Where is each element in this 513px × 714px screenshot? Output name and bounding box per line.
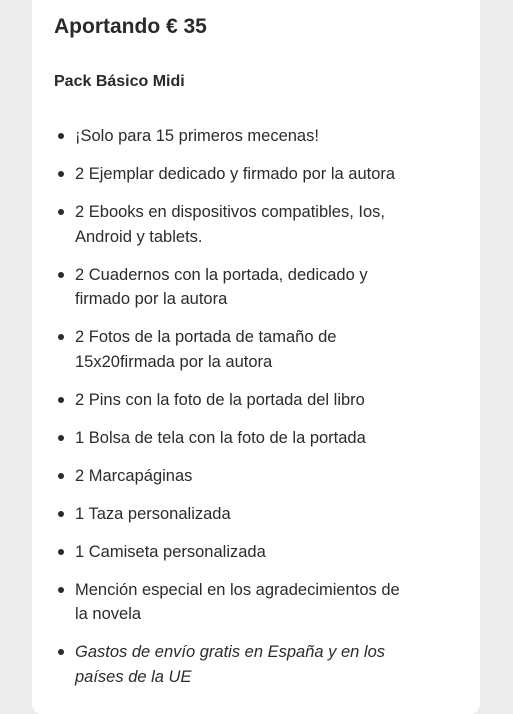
list-item-text: 1 Camiseta personalizada xyxy=(75,542,266,561)
list-item xyxy=(54,640,410,689)
list-item xyxy=(54,124,410,149)
list-item-text: ¡Solo para 15 primeros mecenas! xyxy=(75,127,319,145)
list-item xyxy=(54,263,410,312)
bullet-icon xyxy=(58,334,64,340)
list-item xyxy=(54,464,410,489)
list-item-text: 2 Marcapáginas xyxy=(75,466,193,485)
list-item-text: Mención especial en los agradecimientos de la novela xyxy=(75,580,400,623)
list-item-text: 2 Cuadernos con la portada, dedicado y firmado por la autora xyxy=(75,265,368,308)
bullet-icon xyxy=(58,649,64,655)
list-item-text: 1 Bolsa de tela con la foto de la portada xyxy=(75,428,366,447)
reward-items-list xyxy=(54,124,410,703)
list-item-text: 1 Taza personalizada xyxy=(75,504,231,523)
list-item-text: 2 Ejemplar dedicado y firmado por la autora xyxy=(75,165,396,183)
bullet-icon xyxy=(58,397,64,403)
bullet-icon xyxy=(58,133,64,139)
list-item xyxy=(54,325,410,374)
reward-title: Aportando € 35 xyxy=(54,15,207,38)
list-item xyxy=(54,388,410,413)
bullet-icon xyxy=(58,587,64,593)
bullet-icon xyxy=(58,209,64,215)
list-item-text: Gastos de envío gratis en España y en los países de la UE xyxy=(75,643,386,686)
bullet-icon xyxy=(58,171,64,177)
list-item-text: 2 Ebooks en dispositivos compatibles, Ios, Android y tablets. xyxy=(75,203,385,246)
bullet-icon xyxy=(58,435,64,441)
list-item xyxy=(54,540,410,565)
list-item-text: 2 Pins con la foto de la portada del libro xyxy=(75,390,365,409)
list-item xyxy=(54,162,410,187)
pack-name: Pack Básico Midi xyxy=(54,73,185,90)
list-item-text: 2 Fotos de la portada de tamaño de 15x20firmada por la autora xyxy=(75,328,337,371)
bullet-icon xyxy=(58,272,64,278)
list-item xyxy=(54,502,410,527)
bullet-icon xyxy=(58,473,64,479)
bullet-icon xyxy=(58,511,64,517)
list-item xyxy=(54,578,410,627)
bullet-icon xyxy=(58,549,64,555)
list-item xyxy=(54,426,410,451)
list-item xyxy=(54,200,410,249)
